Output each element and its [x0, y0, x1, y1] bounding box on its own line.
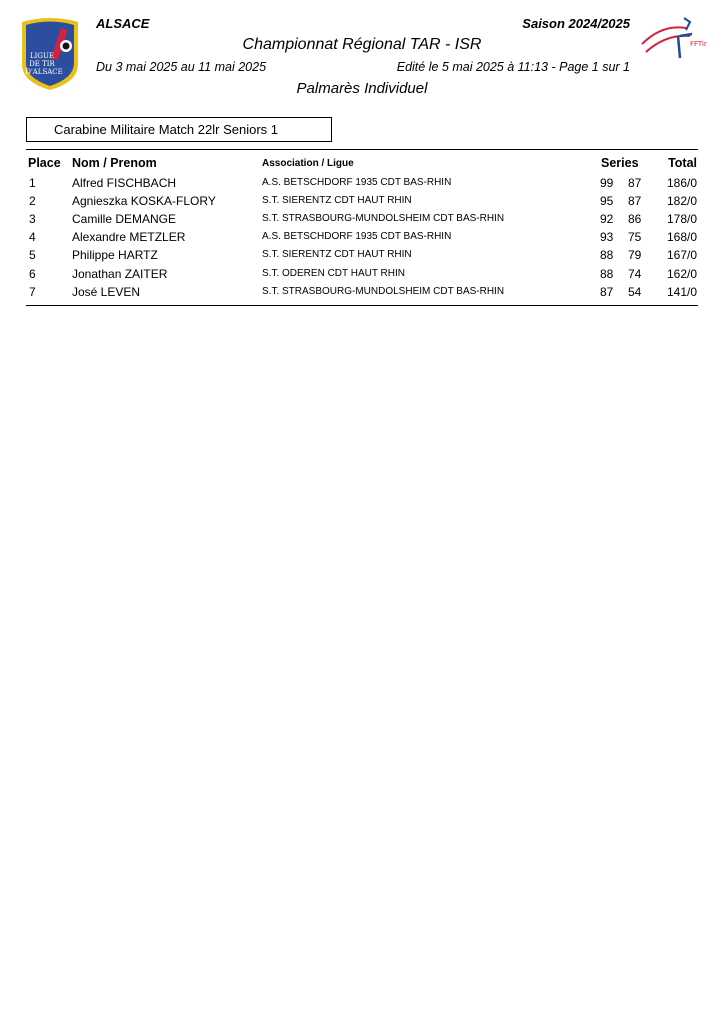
date-range: Du 3 mai 2025 au 11 mai 2025	[96, 60, 267, 74]
row-series-2: 87	[628, 194, 642, 209]
header-place: Place	[28, 156, 61, 170]
logo-text-line-1: LIGUE	[29, 52, 55, 60]
row-association: S.T. STRASBOURG-MUNDOLSHEIM CDT BAS-RHIN	[262, 285, 505, 297]
edition-info: Edité le 5 mai 2025 à 11:13 - Page 1 sur 1	[396, 60, 630, 74]
table-top-rule	[26, 149, 698, 150]
header-series: Series	[601, 156, 639, 170]
logo-text-line-2: DE TIR	[29, 60, 55, 68]
row-association: S.T. ODEREN CDT HAUT RHIN	[262, 267, 405, 279]
table-row	[0, 285, 724, 303]
row-place: 5	[29, 248, 36, 263]
table-row	[0, 267, 724, 285]
row-association: S.T. SIERENTZ CDT HAUT RHIN	[262, 195, 412, 207]
row-series-2: 86	[628, 212, 642, 227]
row-total: 167/0	[666, 248, 697, 263]
table-row	[0, 248, 724, 266]
season-label: Saison 2024/2025	[522, 16, 630, 31]
category-box: Carabine Militaire Match 22lr Seniors 1	[26, 117, 332, 142]
row-place: 1	[29, 176, 36, 190]
header-total: Total	[668, 156, 697, 170]
table-row	[0, 176, 724, 194]
row-series-2: 74	[628, 266, 642, 281]
row-association: A.S. BETSCHDORF 1935 CDT BAS-RHIN	[262, 231, 452, 243]
row-total: 168/0	[666, 230, 697, 245]
row-total: 178/0	[666, 212, 697, 227]
row-total: 162/0	[666, 266, 697, 281]
row-place: 3	[29, 212, 36, 227]
header-name: Nom / Prenom	[72, 156, 157, 170]
row-series-1: 95	[600, 194, 614, 209]
row-series-2: 87	[628, 176, 642, 190]
row-series-2: 54	[628, 284, 642, 299]
row-total: 141/0	[666, 284, 697, 299]
row-series-1: 88	[600, 248, 614, 263]
row-name: José LEVEN	[72, 284, 141, 299]
row-name: Agnieszka KOSKA-FLORY	[72, 194, 216, 209]
row-name: Philippe HARTZ	[72, 248, 158, 263]
row-series-1: 99	[600, 176, 614, 190]
page-title: Championnat Régional TAR - ISR	[242, 36, 482, 53]
row-place: 2	[29, 194, 36, 209]
fftir-logo-text: FFTir	[690, 40, 707, 48]
row-series-1: 93	[600, 230, 614, 245]
header-association: Association / Ligue	[262, 158, 354, 169]
table-bottom-rule	[26, 305, 698, 306]
row-place: 6	[29, 266, 36, 281]
row-name: Alfred FISCHBACH	[72, 176, 177, 190]
row-series-1: 92	[600, 212, 614, 227]
region-label: ALSACE	[96, 16, 150, 31]
row-name: Alexandre METZLER	[72, 230, 186, 245]
table-row	[0, 230, 724, 248]
row-name: Jonathan ZAITER	[72, 266, 168, 281]
row-place: 4	[29, 230, 36, 245]
row-association: A.S. BETSCHDORF 1935 CDT BAS-RHIN	[262, 177, 452, 188]
page-subtitle: Palmarès Individuel	[296, 80, 428, 97]
row-name: Camille DEMANGE	[72, 212, 177, 227]
row-association: S.T. SIERENTZ CDT HAUT RHIN	[262, 249, 412, 261]
row-series-2: 75	[628, 230, 642, 245]
logo-text-line-3: D'ALSACE	[25, 68, 63, 76]
row-association: S.T. STRASBOURG-MUNDOLSHEIM CDT BAS-RHIN	[262, 213, 505, 225]
row-series-1: 88	[600, 266, 614, 281]
table-row	[0, 194, 724, 212]
row-place: 7	[29, 284, 36, 299]
row-total: 186/0	[666, 176, 697, 190]
row-series-2: 79	[628, 248, 642, 263]
table-row	[0, 212, 724, 230]
row-series-1: 87	[600, 284, 614, 299]
row-total: 182/0	[666, 194, 697, 209]
